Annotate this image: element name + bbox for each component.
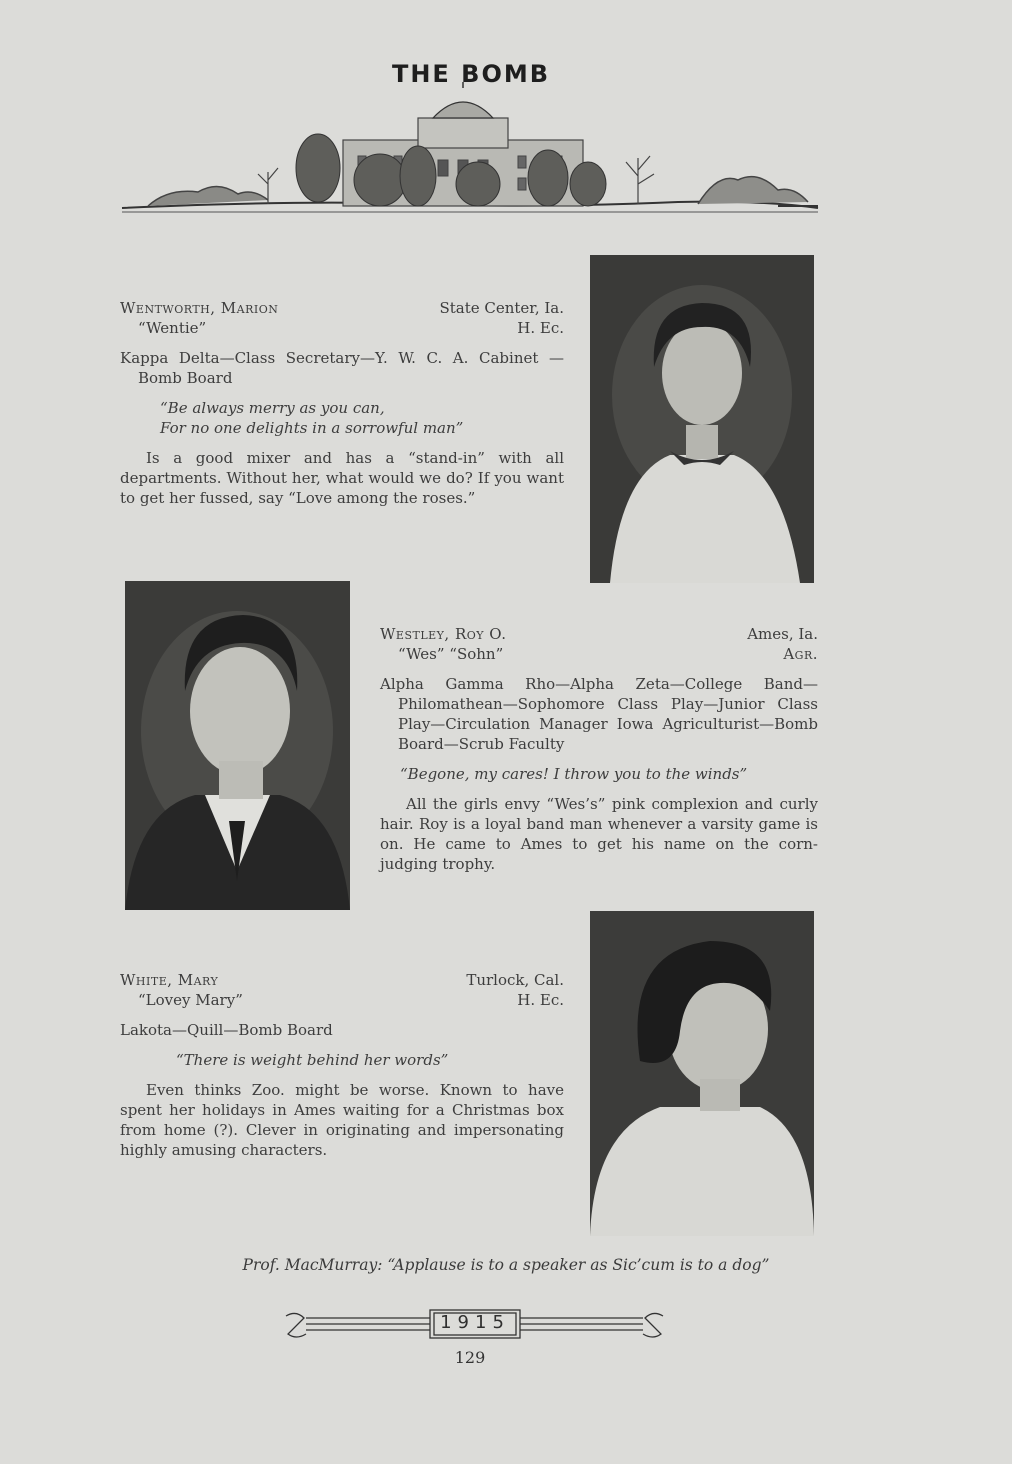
description: Even thinks Zoo. might be worse. Known to have spent her holidays in Ames waiting for a Christmas box from home (?). Clever in originating and impersonating highly amusing characters.: [120, 1081, 564, 1159]
description: Is a good mixer and has a “stand-in” with all departments. Without her, what would we do? If you want to get her fussed, say “Love among the roses.”: [120, 449, 564, 507]
footer-year: 1915: [440, 1312, 510, 1333]
nickname: “Lovey Mary”: [138, 991, 243, 1009]
nickname: “Wentie”: [138, 319, 207, 337]
description: All the girls envy “Wes’s” pink complexion and curly hair. Roy is a loyal band man whenever a varsity game is on. He came to Ames to get his name on the corn-judging trophy.: [380, 795, 818, 873]
page-header: [118, 60, 824, 220]
quote: [120, 1050, 564, 1070]
student-name: Wentworth, Marion: [120, 299, 279, 317]
campus-illustration: [118, 80, 824, 220]
quote-line-2: For no one delights in a sorrowful man”: [160, 419, 464, 437]
quote: [380, 764, 818, 784]
course: Agr.: [783, 645, 818, 663]
header-title: THE BOMB: [391, 60, 551, 88]
portrait-photo-wentworth: [590, 255, 814, 583]
hometown: Turlock, Cal.: [466, 971, 564, 989]
page-number: 129: [454, 1348, 486, 1367]
student-name: Westley, Roy O.: [380, 625, 507, 643]
entry-white: [120, 970, 564, 1160]
student-name: White, Mary: [120, 971, 219, 989]
hometown: State Center, Ia.: [439, 299, 564, 317]
organizations: Kappa Delta—Class Secretary—Y. W. C. A. Cabinet —Bomb Board: [120, 349, 564, 387]
entry-wentworth: [120, 298, 564, 508]
course: H. Ec.: [517, 991, 564, 1009]
entry-westley: [380, 624, 818, 874]
portrait-photo-westley: [125, 581, 350, 910]
organizations: Lakota—Quill—Bomb Board: [120, 1021, 333, 1039]
page-caption: Prof. MacMurray: “Applause is to a speaker as Sic’cum is to a dog”: [242, 1256, 770, 1274]
course: H. Ec.: [517, 319, 564, 337]
quote-line-1: “Begone, my cares! I throw you to the winds”: [400, 765, 748, 783]
nickname: “Wes” “Sohn”: [398, 645, 504, 663]
organizations: Alpha Gamma Rho—Alpha Zeta—College Band—Philomathean—Sophomore Class Play—Junior Class Play—Circulation Manager Iowa Agriculturist—Bomb Board—Scrub Faculty: [380, 675, 818, 753]
quote-line-1: “There is weight behind her words”: [176, 1051, 449, 1069]
portrait-photo-white: [590, 911, 814, 1236]
quote: [120, 398, 564, 438]
quote-line-1: “Be always merry as you can,: [160, 399, 385, 417]
hometown: Ames, Ia.: [747, 625, 818, 643]
